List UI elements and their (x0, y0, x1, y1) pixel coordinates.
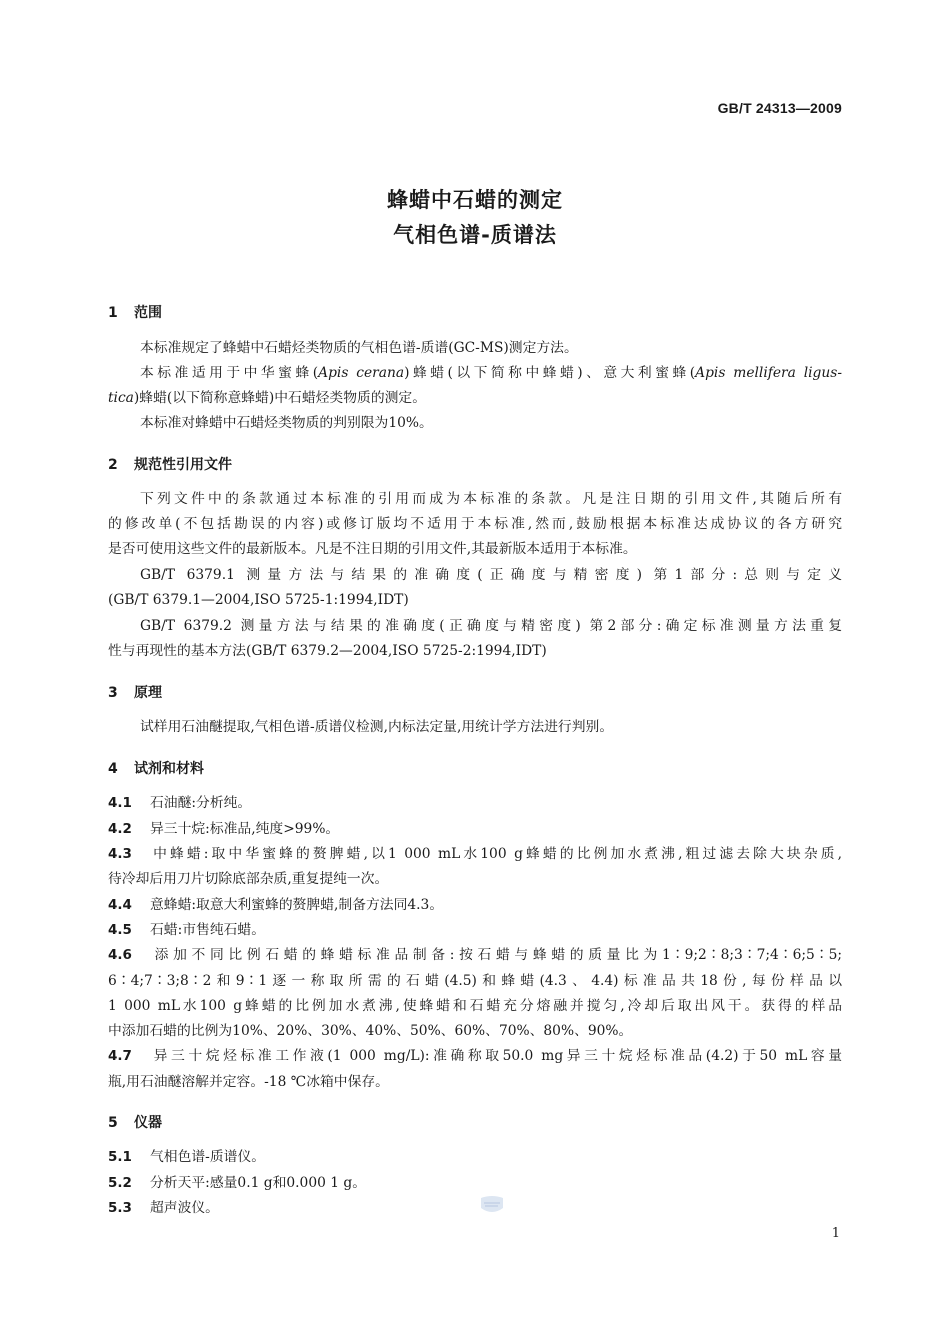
reference-line: (GB/T 6379.1—2004,ISO 5725-1:1994,IDT) (108, 592, 409, 608)
paragraph-line: 本标准对蜂蜡中石蜡烃类物质的判别限为10%。 (140, 415, 433, 431)
reference-line: 性与再现性的基本方法(GB/T 6379.2—2004,ISO 5725-2:1994,IDT) (108, 643, 547, 659)
list-item (108, 921, 842, 939)
text-run: )蜂蜡(以下简称中蜂蜡)、意大利蜜蜂( (404, 365, 696, 381)
list-item (108, 794, 842, 812)
list-item-continuation: 瓶,用石油醚溶解并定容。-18 ℃冰箱中保存。 (108, 1074, 389, 1090)
list-item (108, 1047, 842, 1065)
section-heading-5 (108, 1112, 162, 1132)
item-text: 气相色谱-质谱仪。 (150, 1149, 266, 1165)
page-number: 1 (831, 1226, 840, 1241)
reference-line: GB/T 6379.1 测量方法与结果的准确度(正确度与精密度) 第1部分:总则与定义 (140, 567, 842, 583)
section-heading-3 (108, 682, 162, 702)
watermark-logo-icon (478, 1194, 506, 1216)
text-run: )蜂蜡(以下简称意蜂蜡)中石蜡烃类物质的测定。 (133, 390, 427, 406)
item-text: 中蜂蜡:取中华蜜蜂的赘脾蜡,以1 000 mL水100 g蜂蜡的比例加水煮沸,粗过滤去除大块杂质, (150, 846, 842, 862)
latin-name: Apis cerana (318, 365, 405, 381)
section-heading-1 (108, 302, 162, 322)
standard-code: GB/T 24313—2009 (717, 100, 842, 116)
item-number: 4.1 (108, 795, 132, 811)
item-number: 4.4 (108, 897, 132, 913)
list-item-continuation: 中添加石蜡的比例为10%、20%、30%、40%、50%、60%、70%、80%、90%。 (108, 1023, 633, 1039)
item-number: 5.3 (108, 1200, 132, 1216)
paragraph-line (108, 389, 842, 407)
list-item (108, 845, 842, 863)
section-heading-4 (108, 758, 204, 778)
section-heading-2 (108, 454, 232, 474)
section-number: 3 (108, 685, 118, 701)
text-run: 本标准适用于中华蜜蜂( (140, 365, 319, 381)
item-text: 分析天平:感量0.1 g和0.000 1 g。 (150, 1175, 367, 1191)
list-item (108, 946, 842, 964)
item-number: 4.3 (108, 846, 132, 862)
item-number: 4.6 (108, 947, 132, 963)
item-text: 石蜡:市售纯石蜡。 (150, 922, 266, 938)
section-title: 原理 (134, 685, 162, 701)
section-number: 1 (108, 305, 118, 321)
item-text: 添加不同比例石蜡的蜂蜡标准品制备:按石蜡与蜂蜡的质量比为1∶9;2∶8;3∶7;4∶6;5∶5; (150, 947, 842, 963)
paragraph-line: 的修改单(不包括勘误的内容)或修订版均不适用于本标准,然而,鼓励根据本标准达成协议的各方研究 (108, 516, 842, 532)
document-title: 蜂蜡中石蜡的测定 (387, 188, 563, 212)
item-number: 5.2 (108, 1175, 132, 1191)
item-number: 5.1 (108, 1149, 132, 1165)
section-title: 试剂和材料 (134, 761, 204, 777)
section-number: 5 (108, 1115, 118, 1131)
list-item (108, 1174, 842, 1192)
reference-line: GB/T 6379.2 测量方法与结果的准确度(正确度与精密度) 第2部分:确定标准测量方法重复 (140, 618, 842, 634)
list-item (108, 1199, 842, 1217)
list-item-continuation: 待冷却后用刀片切除底部杂质,重复提纯一次。 (108, 871, 389, 887)
item-text: 意蜂蜡:取意大利蜜蜂的赘脾蜡,制备方法同4.3。 (150, 897, 444, 913)
list-item (108, 1148, 842, 1166)
section-title: 范围 (134, 305, 162, 321)
paragraph-line: 试样用石油醚提取,气相色谱-质谱仪检测,内标法定量,用统计学方法进行判别。 (140, 719, 614, 735)
item-text: 异三十烷烃标准工作液(1 000 mg/L):准确称取50.0 mg异三十烷烃标准品(4.2)于50 mL容量 (150, 1048, 842, 1064)
paragraph-line: 本标准规定了蜂蜡中石蜡烃类物质的气相色谱-质谱(GC-MS)测定方法。 (140, 340, 578, 356)
list-item-continuation: 6∶4;7∶3;8∶2和9∶1逐一称取所需的石蜡(4.5)和蜂蜡(4.3、4.4)标准品共18份,每份样品以 (108, 973, 842, 989)
paragraph-line: 下列文件中的条款通过本标准的引用而成为本标准的条款。凡是注日期的引用文件,其随后所有 (140, 491, 842, 507)
item-text: 石油醚:分析纯。 (150, 795, 252, 811)
document-subtitle: 气相色谱-质谱法 (393, 223, 557, 247)
latin-name: tica (108, 390, 134, 406)
section-number: 4 (108, 761, 118, 777)
item-text: 异三十烷:标准品,纯度>99%。 (150, 821, 340, 837)
section-title: 仪器 (134, 1115, 162, 1131)
latin-name: Apis mellifera ligus- (695, 365, 842, 381)
item-text: 超声波仪。 (150, 1200, 219, 1216)
section-number: 2 (108, 457, 118, 473)
paragraph-line (140, 364, 842, 382)
section-title: 规范性引用文件 (134, 457, 232, 473)
item-number: 4.5 (108, 922, 132, 938)
item-number: 4.7 (108, 1048, 132, 1064)
list-item-continuation: 1 000 mL水100 g蜂蜡的比例加水煮沸,使蜂蜡和石蜡充分熔融并搅匀,冷却后取出风干。获得的样品 (108, 998, 842, 1014)
list-item (108, 820, 842, 838)
paragraph-line: 是否可使用这些文件的最新版本。凡是不注日期的引用文件,其最新版本适用于本标准。 (108, 541, 637, 557)
list-item (108, 896, 842, 914)
item-number: 4.2 (108, 821, 132, 837)
